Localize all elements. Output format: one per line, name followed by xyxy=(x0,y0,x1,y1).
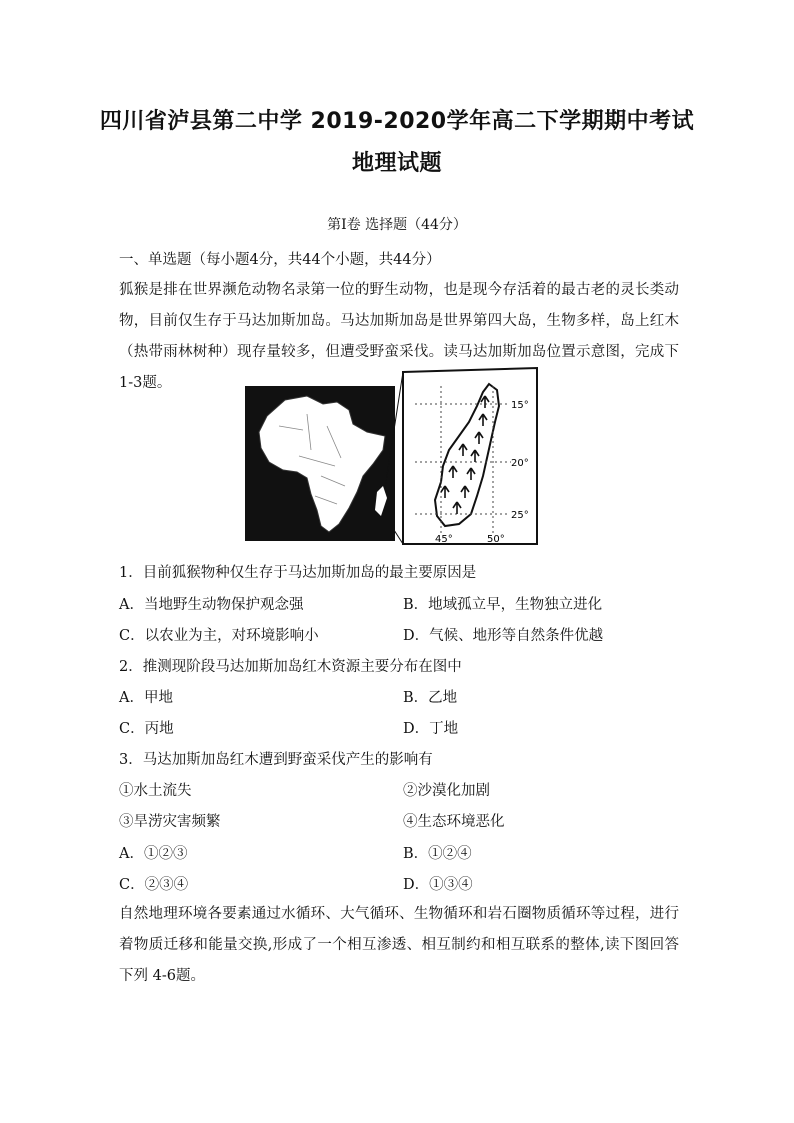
question-3-option-a: A．①②③ xyxy=(119,846,188,862)
question-2-option-a: A．甲地 xyxy=(119,690,173,706)
question-3-item-1: ①水土流失 xyxy=(119,783,192,799)
lon-50-label: 50° xyxy=(487,534,505,545)
question-3-option-b: B．①②④ xyxy=(403,846,472,862)
question-2-option-c: C．丙地 xyxy=(119,721,174,737)
question-3-stem: 3．马达加斯加岛红木遭到野蛮采伐产生的影响有 xyxy=(119,752,433,768)
exam-title: 四川省泸县第二中学 2019-2020学年高二下学期期中考试 xyxy=(99,109,695,134)
question-3-option-d: D．①③④ xyxy=(403,877,473,893)
question-2-stem: 2．推测现阶段马达加斯加岛红木资源主要分布在图中 xyxy=(119,659,462,675)
question-1-stem: 1．目前狐猴物种仅生存于马达加斯加岛的最主要原因是 xyxy=(119,565,477,581)
lat-25-label: 25° xyxy=(511,510,529,521)
madagascar-location-map xyxy=(245,366,541,546)
section-header: 第Ⅰ卷 选择题（44分） xyxy=(327,217,467,233)
closing-paragraph: 自然地理环境各要素通过水循环、大气循环、生物循环和岩石圈物质循环等过程，进行着物质迁移和能量交换,形成了一个相互渗透、相互制约和相互联系的整体,读下图回答下列 4-6题。 xyxy=(119,906,679,984)
question-1-option-b: B．地域孤立早，生物独立进化 xyxy=(403,597,603,613)
map-figure xyxy=(245,366,541,546)
question-2-option-b: B．乙地 xyxy=(403,690,458,706)
lat-20-label: 20° xyxy=(511,458,529,469)
part-header: 一、单选题（每小题4分，共44个小题，共44分） xyxy=(119,252,441,268)
question-1-option-a: A．当地野生动物保护观念强 xyxy=(119,597,304,613)
question-1-option-c: C．以农业为主，对环境影响小 xyxy=(119,628,319,644)
question-3-item-2: ②沙漠化加剧 xyxy=(403,783,490,799)
lon-45-label: 45° xyxy=(435,534,453,545)
lat-15-label: 15° xyxy=(511,400,529,411)
question-2-option-d: D．丁地 xyxy=(403,721,459,737)
intro-paragraph: 狐猴是排在世界濒危动物名录第一位的野生动物，也是现今存活着的最古老的灵长类动物，目前仅生存于马达加斯加岛。马达加斯加岛是世界第四大岛，生物多样，岛上红木（热带雨林树种）现存量较多，但遭受野蛮采伐。读马达加斯加岛位置示意图，完成下 1-3题。 xyxy=(119,282,679,391)
question-3-item-3: ③旱涝灾害频繁 xyxy=(119,814,221,830)
question-3-option-c: C．②③④ xyxy=(119,877,189,893)
question-1-option-d: D．气候、地形等自然条件优越 xyxy=(403,628,604,644)
question-3-item-4: ④生态环境恶化 xyxy=(403,814,505,830)
exam-subject-title: 地理试题 xyxy=(351,151,442,176)
